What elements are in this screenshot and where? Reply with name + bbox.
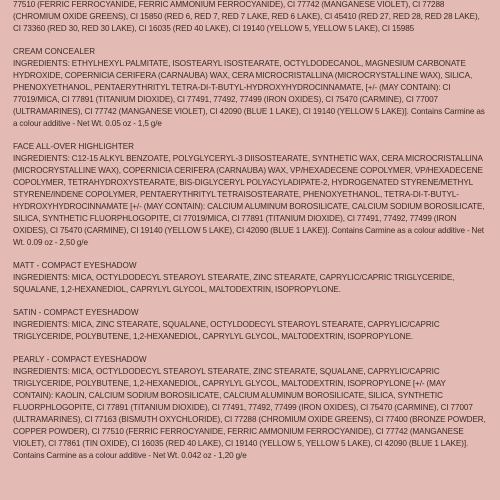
section-ingredients: INGREDIENTS: C12-15 ALKYL BENZOATE, POLYGLYCERYL-3 DIISOSTEARATE, SYNTHETIC WAX, CERA MICROCRISTALLINA (MICROCRYSTALLINE WAX), COPERNICIA CERIFERA (CARNAUBA) WAX, VP/HEXADECENE COPOLYMER, VP/HEXADECENE COPOLYMER, TETRAHYDROXYSTEARATE, BIS-DIGLYCERYL POLYACYLADIPATE-2, HYDROGENATED STYRENE/METHYL STYRENE/INDENE COPOLYMER, PENTAERYTHRITYL TETRAISOSTEARATE, PHENOXYETHANOL, TETRA-DI-T-BUTYL-HYDROXYHYDROCINNAMATE [+/- (MAY CONTAIN): CALCIUM ALUMINUM BOROSILICATE, CALCIUM SODIUM BOROSILICATE, SILICA, SYNTHETIC FLUORPHLOGOPITE, CI 77019/MICA, CI 77891 (TITANIUM DIOXIDE), CI 77491, 77492, 77499 (IRON OXIDES), CI 75470 (CARMINE), CI 19140 (YELLOW 5 LAKE), CI 42090 (BLUE 1 LAKE)]. Contains Carmine as a colour additive - Net Wt. 0.09 oz - 2,50 g/e: [13, 154, 485, 247]
section-title: MATT - COMPACT EYESHADOW: [13, 261, 137, 270]
section-ingredients: INGREDIENTS: ETHYLHEXYL PALMITATE, ISOSTEARYL ISOSTEARATE, OCTYLDODECANOL, MAGNESIUM CARBONATE HYDROXIDE, COPERNICIA CERIFERA (CARNAUBA) WAX, CERA MICROCRISTALLINA (MICROCRYSTALLINE WAX), SILICA, PHENOXYETHANOL, PENTAERYTHRITYL TETRA-DI-T-BUTYL-HYDROXYHYDROCINNAMATE, [+/- (MAY CONTAIN): CI 77019/MICA, CI 77891 (TITANIUM DIOXIDE), CI 77491, 77492, 77499 (IRON OXIDES), CI 75470 (CARMINE), CI 77007 (ULTRAMARINES), CI 77742 (MANGANESE VIOLET), CI 42090 (BLUE 1 LAKE), CI 19140 (YELLOW 5 LAKE)]. Contains Carmine as a colour additive - Net Wt. 0.05 oz - 1,5 g/e: [13, 59, 485, 128]
section-pearly-compact-eyeshadow: [13, 354, 487, 462]
section-ingredients: INGREDIENTS: MICA, ZINC STEARATE, SQUALANE, OCTYLDODECYL STEAROYL STEARATE, CAPRYLIC/CAPRIC TRIGLYCERIDE, POLYBUTENE, 1,2-HEXANEDIOL, CAPRYLYL GLYCOL, MALTODEXTRIN, ISOPROPYLONE.: [13, 320, 440, 341]
section-title: SATIN - COMPACT EYESHADOW: [13, 308, 139, 317]
section-ingredients: INGREDIENTS: MICA, OCTYLDODECYL STEAROYL STEARATE, ZINC STEARATE, SQUALANE, CAPRYLIC/CAPRIC TRIGLYCERIDE, POLYBUTENE, 1,2-HEXANEDIOL, CAPRYLYL GLYCOL, MALTODEXTRIN, ISOPROPYLONE [+/- (MAY CONTAIN): KAOLIN, CALCIUM SODIUM BOROSILICATE, CALCIUM ALUMINUM BOROSILICATE, SILICA, SYNTHETIC FLUORPHLOGOPITE, CI 77891 (TITANIUM DIOXIDE), CI 77491, 77492, 77499 (IRON OXIDES), CI 75470 (CARMINE), CI 77007 (ULTRAMARINES), CI 77163 (BISMUTH OXYCHLORIDE), CI 77288 (CHROMIUM OXIDE GREENS), CI 77400 (BRONZE POWDER, COPPER POWDER), CI 77510 (FERRIC FERROCYANIDE, FERRIC AMMONIUM FERROCYANIDE), CI 77742 (MANGANESE VIOLET), CI 77861 (TIN OXIDE), CI 16035 (RED 40 LAKE), CI 19140 (YELLOW 5, YELLOW 5 LAKE), CI 42090 (BLUE 1 LAKE)]. Contains Carmine as a colour additive - Net Wt. 0.042 oz - 1,20 g/e: [13, 367, 486, 460]
section-face-all-over-highlighter: [13, 141, 487, 249]
section-title: FACE ALL-OVER HIGHLIGHTER: [13, 142, 135, 151]
section-cream-concealer: [13, 46, 487, 130]
intro-ingredients-text: 77510 (FERRIC FERROCYANIDE, FERRIC AMMONIUM FERROCYANIDE), CI 77742 (MANGANESE VIOLET), CI 77288 (CHROMIUM OXIDE GREENS), CI 15850 (RED 6, RED 7, RED 7 LAKE, RED 6 LAKE), CI 45410 (RED 27, RED 28, RED 28 LAKE), CI 73360 (RED 30, RED 30 LAKE), CI 16035 (RED 40 LAKE), CI 19140 (YELLOW 5, YELLOW 5 LAKE), CI 15985: [13, 0, 480, 33]
section-title: PEARLY - COMPACT EYESHADOW: [13, 355, 147, 364]
section-satin-compact-eyeshadow: [13, 307, 487, 343]
section-ingredients: INGREDIENTS: MICA, OCTYLDODECYL STEAROYL STEARATE, ZINC STEARATE, CAPRYLIC/CAPRIC TRIGLYCERIDE, SQUALANE, 1,2-HEXANEDIOL, CAPRYLYL GLYCOL, MALTODEXTRIN, ISOPROPYLONE.: [13, 273, 455, 294]
section-title: CREAM CONCEALER: [13, 47, 96, 56]
section-matt-compact-eyeshadow: [13, 260, 487, 296]
